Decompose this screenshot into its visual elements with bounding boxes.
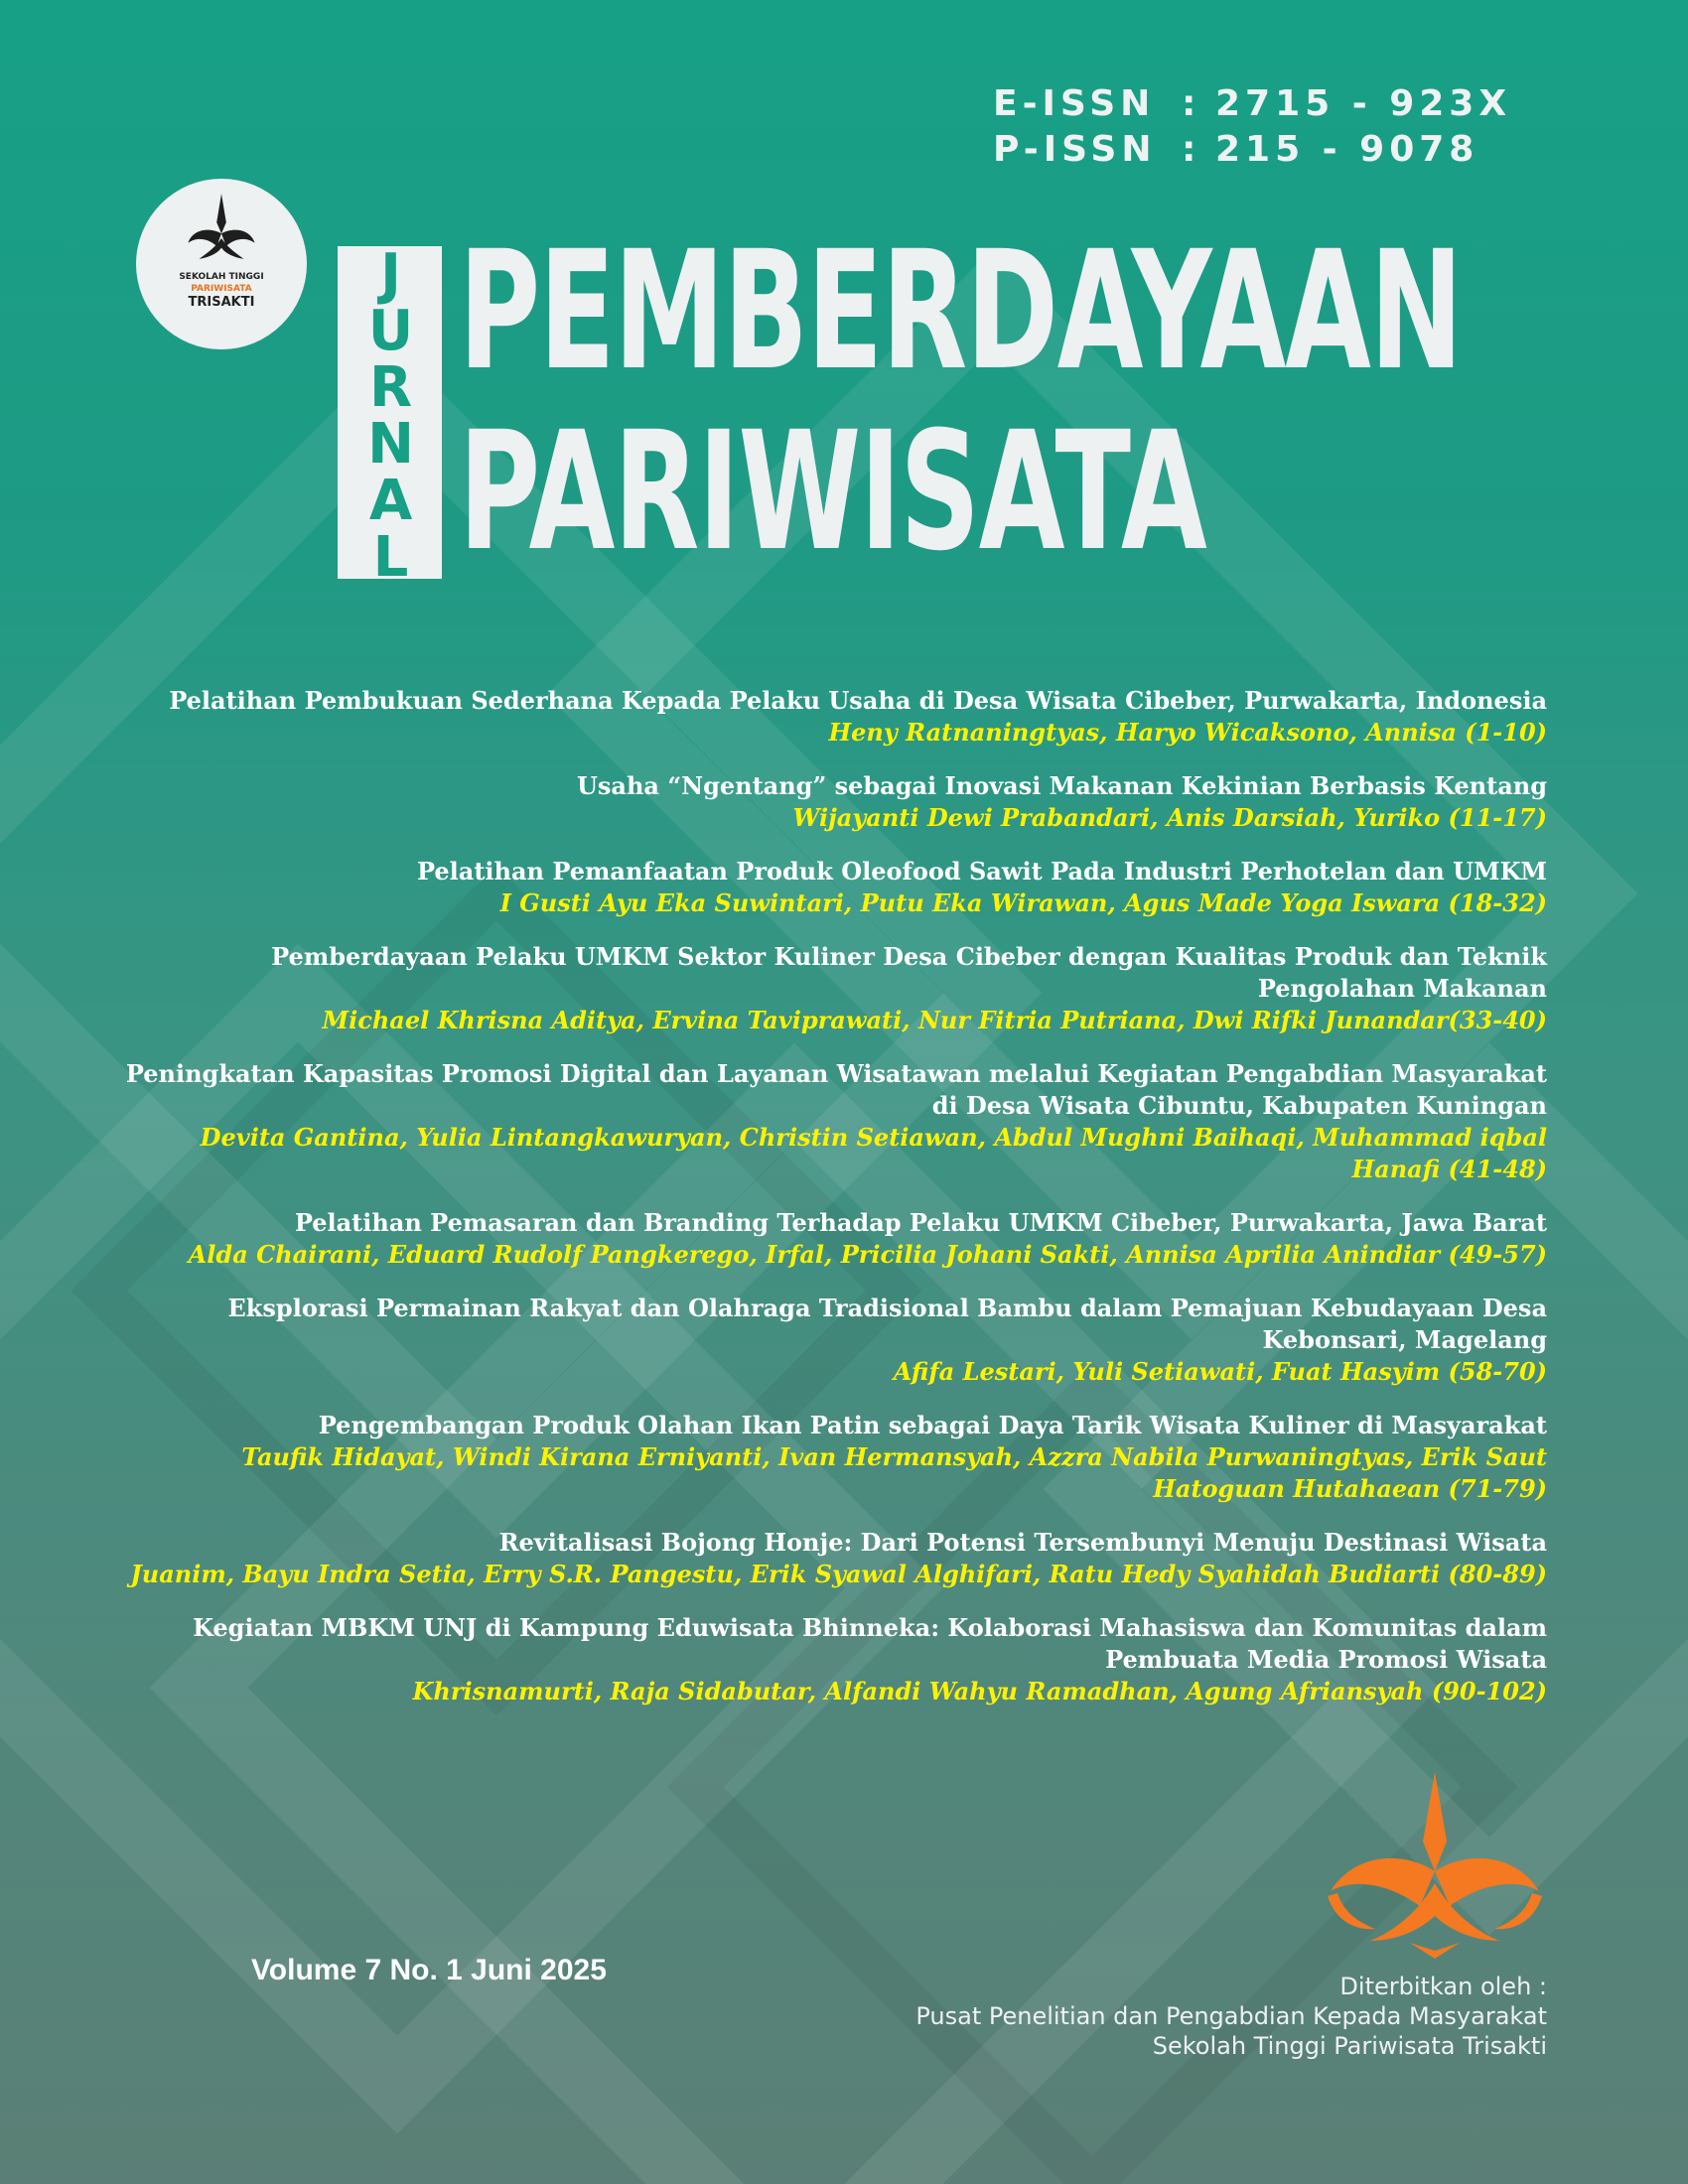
article-title: Kegiatan MBKM UNJ di Kampung Eduwisata Bhinneka: Kolaborasi Mahasiswa dan Komunitas dalam Pembuata Media Promosi Wisata [193,1613,1547,1674]
jurnal-vertical-label [338,242,442,590]
article-entry [117,685,1547,749]
article-authors: I Gusti Ayu Eka Suwintari, Putu Eka Wirawan, Agus Made Yoga Iswara (18-32) [499,888,1547,917]
trisakti-emblem-icon [1316,1772,1554,1971]
article-title: Pelatihan Pemasaran dan Branding Terhadap Pelaku UMKM Cibeber, Purwakarta, Jawa Barat [294,1208,1547,1237]
article-title: Eksplorasi Permainan Rakyat dan Olahraga Tradisional Bambu dalam Pemajuan Kebudayaan Desa Kebonsari, Magelang [227,1294,1547,1354]
emblem-small-icon [182,191,261,270]
volume-info: Volume 7 No. 1 Juni 2025 [251,1954,607,1986]
article-title: Peningkatan Kapasitas Promosi Digital dan Layanan Wisatawan melalui Kegiatan Pengabdian Masyarakat di Desa Wisata Cibuntu, Kabupaten Kuningan [125,1059,1547,1120]
publisher-line-2: Pusat Penelitian dan Pengabdian Kepada Masyarakat [915,2002,1547,2030]
article-entry [117,1293,1547,1388]
article-authors: Michael Khrisna Aditya, Ervina Taviprawati, Nur Fitria Putriana, Dwi Rifki Junandar(33-40) [322,1006,1547,1034]
article-title: Pengembangan Produk Olahan Ikan Patin sebagai Daya Tarik Wisata Kuliner di Masyarakat [318,1411,1547,1439]
jurnal-letter: R [368,355,411,420]
article-entry [117,1058,1547,1185]
table-of-contents [117,685,1547,1729]
article-entry [117,1527,1547,1590]
article-title: Usaha “Ngentang” sebagai Inovasi Makanan Kekinian Berbasis Kentang [576,771,1547,800]
publisher-line-1: Diterbitkan oleh : [1339,1973,1547,2000]
p-issn-value: 215 - 9078 [1215,129,1479,170]
article-authors: Afifa Lestari, Yuli Setiawati, Fuat Hasyim (58-70) [893,1357,1547,1386]
logo-line-1: SEKOLAH TINGGI [179,272,264,282]
article-authors: Heny Ratnaningtyas, Haryo Wicaksono, Annisa (1-10) [828,718,1547,747]
e-issn-colon: : [1182,83,1201,124]
e-issn-label: E-ISSN [993,83,1156,124]
jurnal-letter: J [380,242,399,307]
article-entry [117,1410,1547,1505]
logo-line-3: TRISAKTI [188,295,255,310]
article-authors: Khrisnamurti, Raja Sidabutar, Alfandi Wahyu Ramadhan, Agung Afriansyah (90-102) [412,1677,1547,1706]
article-entry [117,770,1547,834]
article-authors: Wijayanti Dewi Prabandari, Anis Darsiah, Yuriko (11-17) [792,803,1547,832]
journal-title-line-2: PARIWISATA [459,396,1206,587]
article-title: Revitalisasi Bojong Honje: Dari Potensi Tersembunyi Menuju Destinasi Wisata [498,1528,1547,1557]
logo-line-2: PARIWISATA [191,284,252,294]
publisher-line-3: Sekolah Tinggi Pariwisata Trisakti [1152,2032,1547,2060]
issn-block [993,81,1549,173]
jurnal-letter: L [372,525,407,590]
e-issn-value: 2715 - 923X [1215,83,1512,124]
institution-logo [136,179,307,349]
article-authors: Devita Gantina, Yulia Lintangkawuryan, Christin Setiawan, Abdul Mughni Baihaqi, Muhammad iqbal Hanafi (41-48) [200,1123,1547,1183]
p-issn-colon: : [1182,129,1201,170]
jurnal-letter: U [367,299,412,363]
jurnal-letter: A [368,469,411,533]
article-title: Pelatihan Pemanfaatan Produk Oleofood Sawit Pada Industri Perhotelan dan UMKM [417,857,1547,886]
article-entry [117,1207,1547,1271]
article-title: Pemberdayaan Pelaku UMKM Sektor Kuliner Desa Cibeber dengan Kualitas Produk dan Teknik Pengolahan Makanan [271,942,1547,1003]
article-entry [117,941,1547,1036]
article-authors: Juanim, Bayu Indra Setia, Erry S.R. Pangestu, Erik Syawal Alghifari, Ratu Hedy Syahidah Budiarti (80-89) [130,1560,1547,1588]
publisher-block [653,1972,1547,2061]
article-title: Pelatihan Pembukuan Sederhana Kepada Pelaku Usaha di Desa Wisata Cibeber, Purwakarta, Indonesia [169,686,1547,715]
article-authors: Taufik Hidayat, Windi Kirana Erniyanti, Ivan Hermansyah, Azzra Nabila Purwaningtyas, Erik Saut Hatoguan Hutahaean (71-79) [241,1442,1547,1503]
journal-title-line-1: PEMBERDAYAAN [459,215,1463,406]
p-issn-label: P-ISSN [993,129,1157,170]
article-entry [117,856,1547,919]
article-authors: Alda Chairani, Eduard Rudolf Pangkerego, Irfal, Pricilia Johani Sakti, Annisa Aprilia Anindiar (49-57) [188,1240,1547,1269]
article-entry [117,1612,1547,1707]
jurnal-letter: N [367,412,412,477]
